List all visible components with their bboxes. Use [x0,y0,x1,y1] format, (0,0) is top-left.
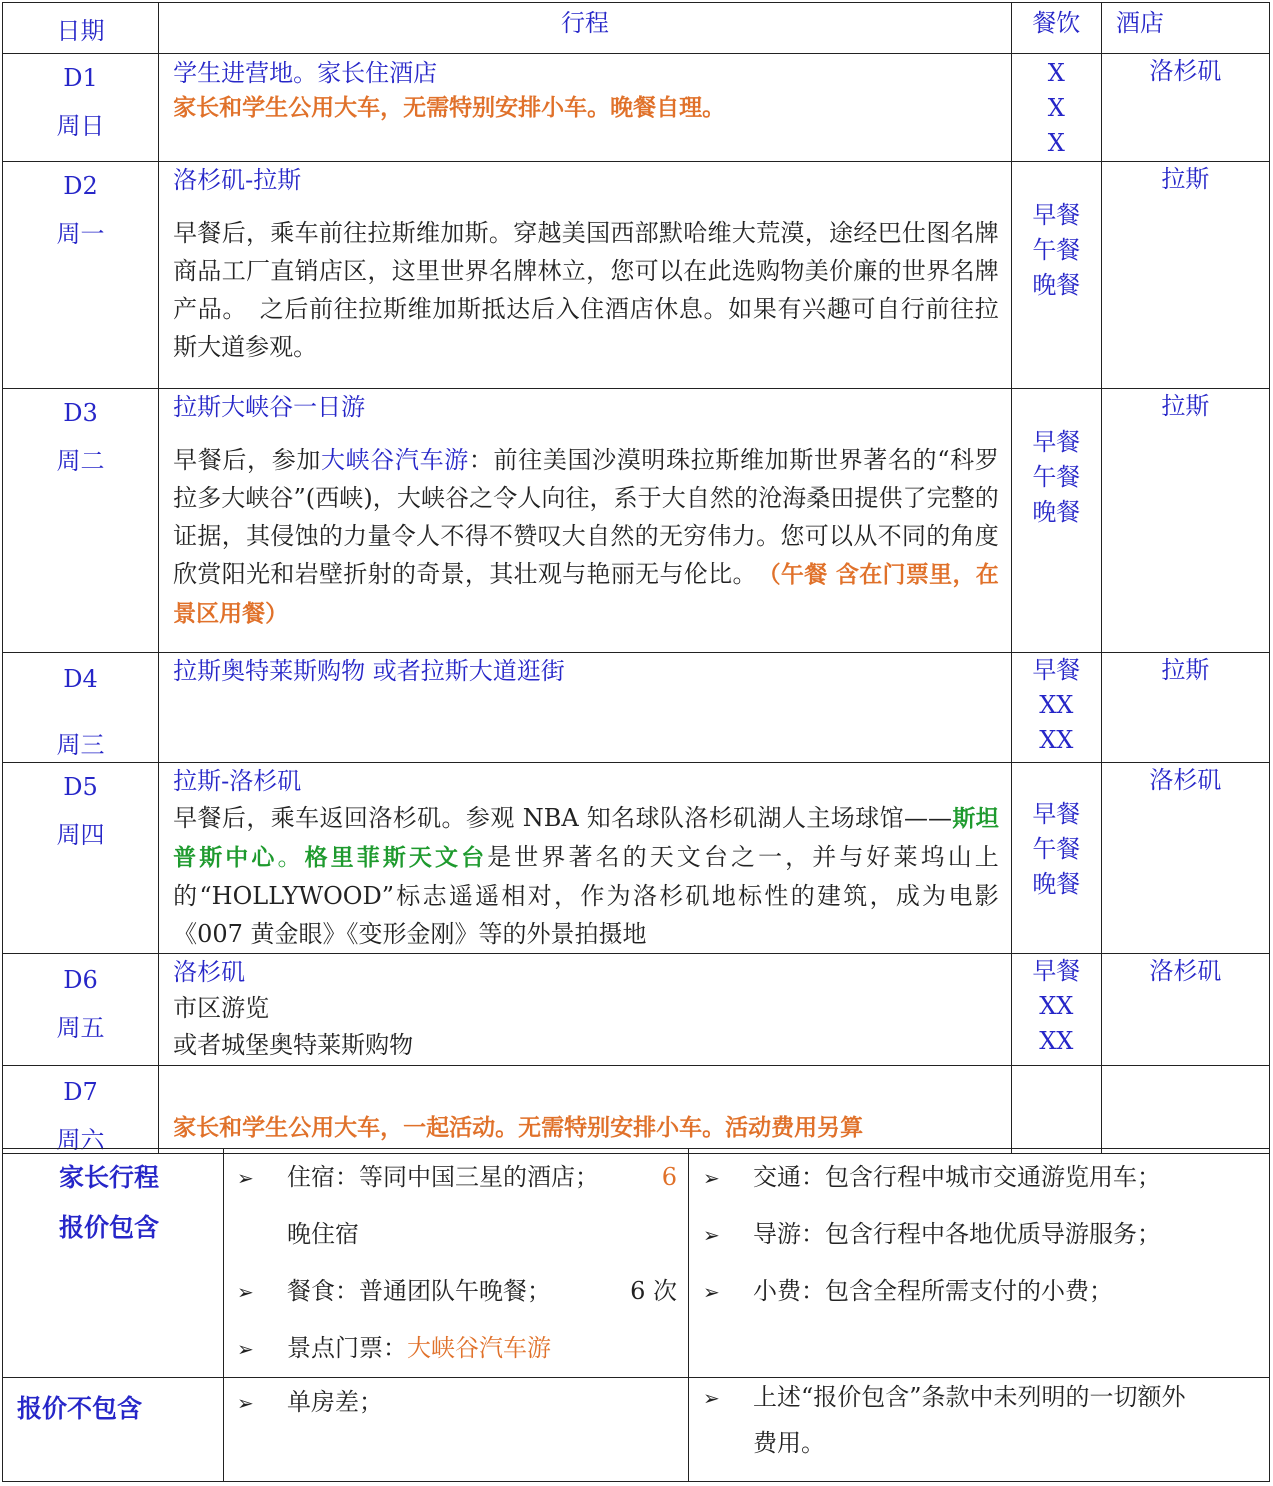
excluded-left-cell [223,1377,689,1482]
lodging-text: 住宿：等同中国三星的酒店； [287,1163,599,1191]
plan-line: 市区游览 [173,994,270,1022]
transport-text: 交通：包含行程中城市交通游览用车； [753,1163,1161,1191]
meals-text: 餐食：普通团队午晚餐； [287,1277,551,1305]
plan-body-punct: 。 [277,843,305,871]
meal-dinner: XX [1039,1027,1074,1055]
tickets-value: 大峡谷汽车游 [407,1334,551,1362]
excluded-label: 报价不包含 [17,1394,143,1423]
plan-body-text: ：前往美国沙漠明珠拉斯维加斯世界著名的“科罗拉多大峡谷”(西峡)，大峡谷之令人向往，系于大自然的沧海桑田提供了完整的证据，其侵蚀的力量令人不得不赞叹大自然的无穷伟力。您可以从不同的角度欣赏阳光和岩壁折射的奇景，其壮观与艳丽无与伦比。 [173,446,999,588]
plan-line: 或者城堡奥特莱斯购物 [173,1031,414,1059]
itinerary-table [2,2,1270,1154]
plan-cell [159,954,1012,1066]
day-label: D4 [63,665,98,693]
other-costs-text: 上述“报价包含”条款中未列明的一切额外 [753,1383,1186,1411]
included-right-cell [688,1148,1270,1378]
meals-count: 6 次 [630,1277,677,1305]
plan-body-text: 是世界著名的天文台之一，并与好莱坞山上的“HOLLYWOOD”标志遥遥相对，作为洛杉矶地标性的建筑，成为电影《007 黄金眼》《变形金刚》等的外景拍摄地 [173,843,999,948]
day-label: D3 [63,399,98,427]
plan-cell [159,389,1012,653]
bullet-arrow-icon: ➢ [237,1166,254,1190]
tour-link-grand-canyon: 大峡谷汽车游 [321,446,469,474]
meal-dinner: 晚餐 [1032,498,1081,526]
date-cell [3,954,159,1066]
meal-lunch: XX [1039,691,1074,719]
tickets-item [237,1320,551,1378]
lodging-item-cont: 晚住宿 [287,1220,359,1248]
day-row-d1 [3,54,1270,162]
date-cell [3,653,159,763]
hotel-cell: 洛杉矶 [1101,763,1269,954]
date-cell [3,763,159,954]
plan-body: 早餐后，乘车前往拉斯维加斯。穿越美国西部默哈维大荒漠，途经巴仕图名牌商品工厂直销店区，这里世界名牌林立，您可以在此选购物美价廉的世界名牌产品。 之后前往拉斯维加斯抵达后入住酒店休息。如果有兴趣可自行前往拉斯大道参观。 [173,219,999,361]
included-label-2: 报价包含 [59,1213,160,1242]
included-left-cell [223,1148,689,1378]
date-cell [3,162,159,389]
guide-text: 导游：包含行程中各地优质导游服务； [753,1220,1161,1248]
header-date: 日期 [3,3,159,54]
transport-item [703,1149,1161,1207]
hotel-cell [1101,1066,1269,1154]
weekday-label: 周日 [56,112,105,140]
day-label: D1 [63,64,98,92]
meal-dinner: 晚餐 [1032,271,1081,299]
weekday-label: 周一 [56,220,105,248]
date-cell [3,54,159,162]
plan-cell [159,54,1012,162]
plan-cell [159,162,1012,389]
meal-breakfast: 早餐 [1032,957,1081,985]
plan-title: 学生进营地。家长住酒店 [173,59,438,87]
header-plan: 行程 [159,3,1012,54]
meal-breakfast: X [1047,59,1065,87]
meal-cell [1011,653,1101,763]
plan-note: 家长和学生公用大车，一起活动。无需特别安排小车。活动费用另算 [173,1115,864,1141]
date-cell [3,1066,159,1154]
day-row-d7 [3,1066,1270,1154]
day-row-d2 [3,162,1270,389]
bullet-arrow-icon: ➢ [703,1280,720,1304]
day-label: D5 [63,773,98,801]
plan-title: 洛杉矶-拉斯 [173,166,302,194]
included-label-1: 家长行程 [59,1163,160,1192]
bullet-arrow-icon: ➢ [237,1280,254,1304]
plan-note: 家长和学生公用大车，无需特别安排小车。晚餐自理。 [173,95,726,121]
meal-breakfast: 早餐 [1032,428,1081,456]
weekday-label: 周二 [56,447,105,475]
plan-title: 拉斯奥特莱斯购物 或者拉斯大道逛街 [173,657,565,685]
meal-cell [1011,763,1101,954]
meal-breakfast: 早餐 [1032,201,1081,229]
meal-dinner: X [1047,129,1065,157]
plan-body [173,799,999,953]
header-meal: 餐饮 [1011,3,1101,54]
excluded-right-cell [688,1377,1270,1482]
single-room-text: 单房差； [287,1388,383,1416]
plan-cell [159,763,1012,954]
meal-lunch: X [1047,94,1065,122]
hotel-cell: 拉斯 [1101,162,1269,389]
meal-lunch: XX [1039,992,1074,1020]
day-label: D2 [63,172,98,200]
hotel-cell: 拉斯 [1101,653,1269,763]
meal-breakfast: 早餐 [1032,800,1081,828]
meal-dinner: XX [1039,726,1074,754]
meal-cell [1011,954,1101,1066]
day-row-d5 [3,763,1270,954]
meal-dinner: 晚餐 [1032,870,1081,898]
tips-text: 小费：包含全程所需支付的小费； [753,1277,1113,1305]
plan-title: 拉斯大峡谷一日游 [173,393,366,421]
bullet-arrow-icon: ➢ [237,1391,254,1415]
header-hotel: 酒店 [1101,3,1269,54]
meal-lunch: 午餐 [1032,236,1081,264]
other-costs-item [703,1374,1186,1421]
plan-cell [159,1066,1012,1154]
lodging-item [237,1149,677,1207]
plan-title: 拉斯-洛杉矶 [173,767,302,795]
day-label: D7 [63,1078,98,1106]
bullet-arrow-icon: ➢ [237,1337,254,1361]
meal-lunch: 午餐 [1032,463,1081,491]
weekday-label: 周六 [56,1126,105,1154]
day-label: D6 [63,966,98,994]
lodging-nights: 6 [661,1163,677,1191]
bullet-arrow-icon: ➢ [703,1166,720,1190]
plan-body [173,441,999,633]
included-label-cell [2,1148,224,1378]
weekday-label: 周五 [56,1014,105,1042]
griffith-observatory: 格里菲斯天文台 [304,845,488,871]
excluded-label-cell [2,1377,224,1482]
meal-cell [1011,1066,1101,1154]
meal-lunch: 午餐 [1032,835,1081,863]
tickets-text: 景点门票： [287,1334,407,1362]
day-row-d4 [3,653,1270,763]
bullet-arrow-icon: ➢ [703,1386,720,1410]
plan-title: 洛杉矶 [173,958,246,986]
weekday-label: 周三 [56,731,105,759]
meal-cell [1011,162,1101,389]
day-row-d6 [3,954,1270,1066]
bullet-arrow-icon: ➢ [703,1223,720,1247]
weekday-label: 周四 [56,821,105,849]
hotel-cell: 拉斯 [1101,389,1269,653]
header-row [3,3,1270,54]
date-cell [3,389,159,653]
plan-cell [159,653,1012,763]
meal-cell [1011,54,1101,162]
staples-center: 斯坦普斯中心 [173,806,999,871]
price-section [2,1148,1270,1482]
lunch-note: （午餐 含在门票里，在景区用餐） [173,562,999,627]
day-row-d3 [3,389,1270,653]
guide-item [703,1206,1161,1264]
hotel-cell: 洛杉矶 [1101,954,1269,1066]
meal-cell [1011,389,1101,653]
tips-item [703,1263,1113,1321]
plan-body-text: 早餐后，参加 [173,446,321,474]
other-costs-item-cont: 费用。 [753,1429,825,1457]
hotel-cell: 洛杉矶 [1101,54,1269,162]
meals-item [237,1263,677,1321]
plan-body-text: 早餐后，乘车返回洛杉矶。参观 NBA 知名球队洛杉矶湖人主场球馆—— [173,804,952,832]
single-room-item [237,1374,383,1432]
meal-breakfast: 早餐 [1032,656,1081,684]
